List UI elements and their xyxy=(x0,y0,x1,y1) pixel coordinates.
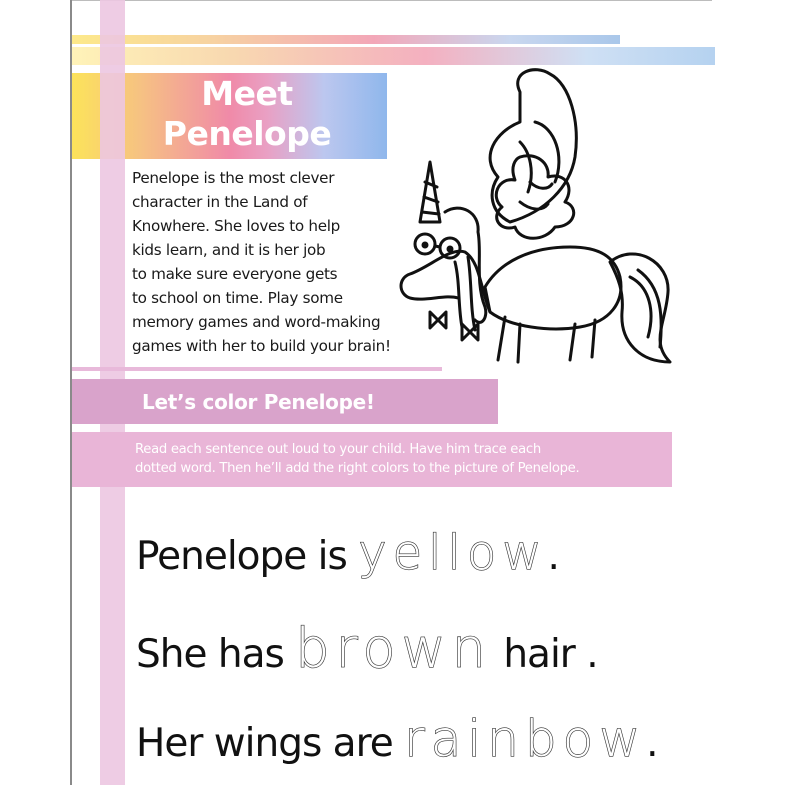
sentence-suffix: . xyxy=(646,721,658,766)
top-rule xyxy=(72,0,712,1)
sentence-suffix: . xyxy=(547,534,559,579)
intro-paragraph: Penelope is the most clever character in the Land of Knowhere. She loves to help kids learn, and it is her job to make sure everyone gets to school on time. Play some memory games and word-making games with her to build your brain! xyxy=(132,169,391,355)
sentence-suffix: hair . xyxy=(491,632,598,677)
trace-word-yellow[interactable]: yellow xyxy=(358,525,548,581)
unicorn-penelope-illustration xyxy=(370,62,690,372)
title-line-2: Penelope xyxy=(162,114,332,153)
title-line-1: Meet xyxy=(201,74,293,113)
sentence-yellow xyxy=(136,525,559,581)
color-heading: Let’s color Penelope! xyxy=(142,390,375,414)
sentence-brown xyxy=(136,617,598,680)
divider-line xyxy=(72,367,442,371)
sentence-prefix: Her wings are xyxy=(136,721,405,766)
sentence-prefix: She has xyxy=(136,632,296,677)
instructions-text: Read each sentence out loud to your child. Have him trace each dotted word. Then he’ll add the right colors to the picture of Penelope. xyxy=(135,442,580,476)
gradient-band-top xyxy=(72,35,620,44)
sentence-prefix: Penelope is xyxy=(136,534,359,579)
trace-word-rainbow[interactable]: rainbow xyxy=(404,710,647,768)
page-title xyxy=(128,74,366,154)
trace-word-brown[interactable]: brown xyxy=(295,617,492,680)
sentence-rainbow xyxy=(136,710,658,768)
